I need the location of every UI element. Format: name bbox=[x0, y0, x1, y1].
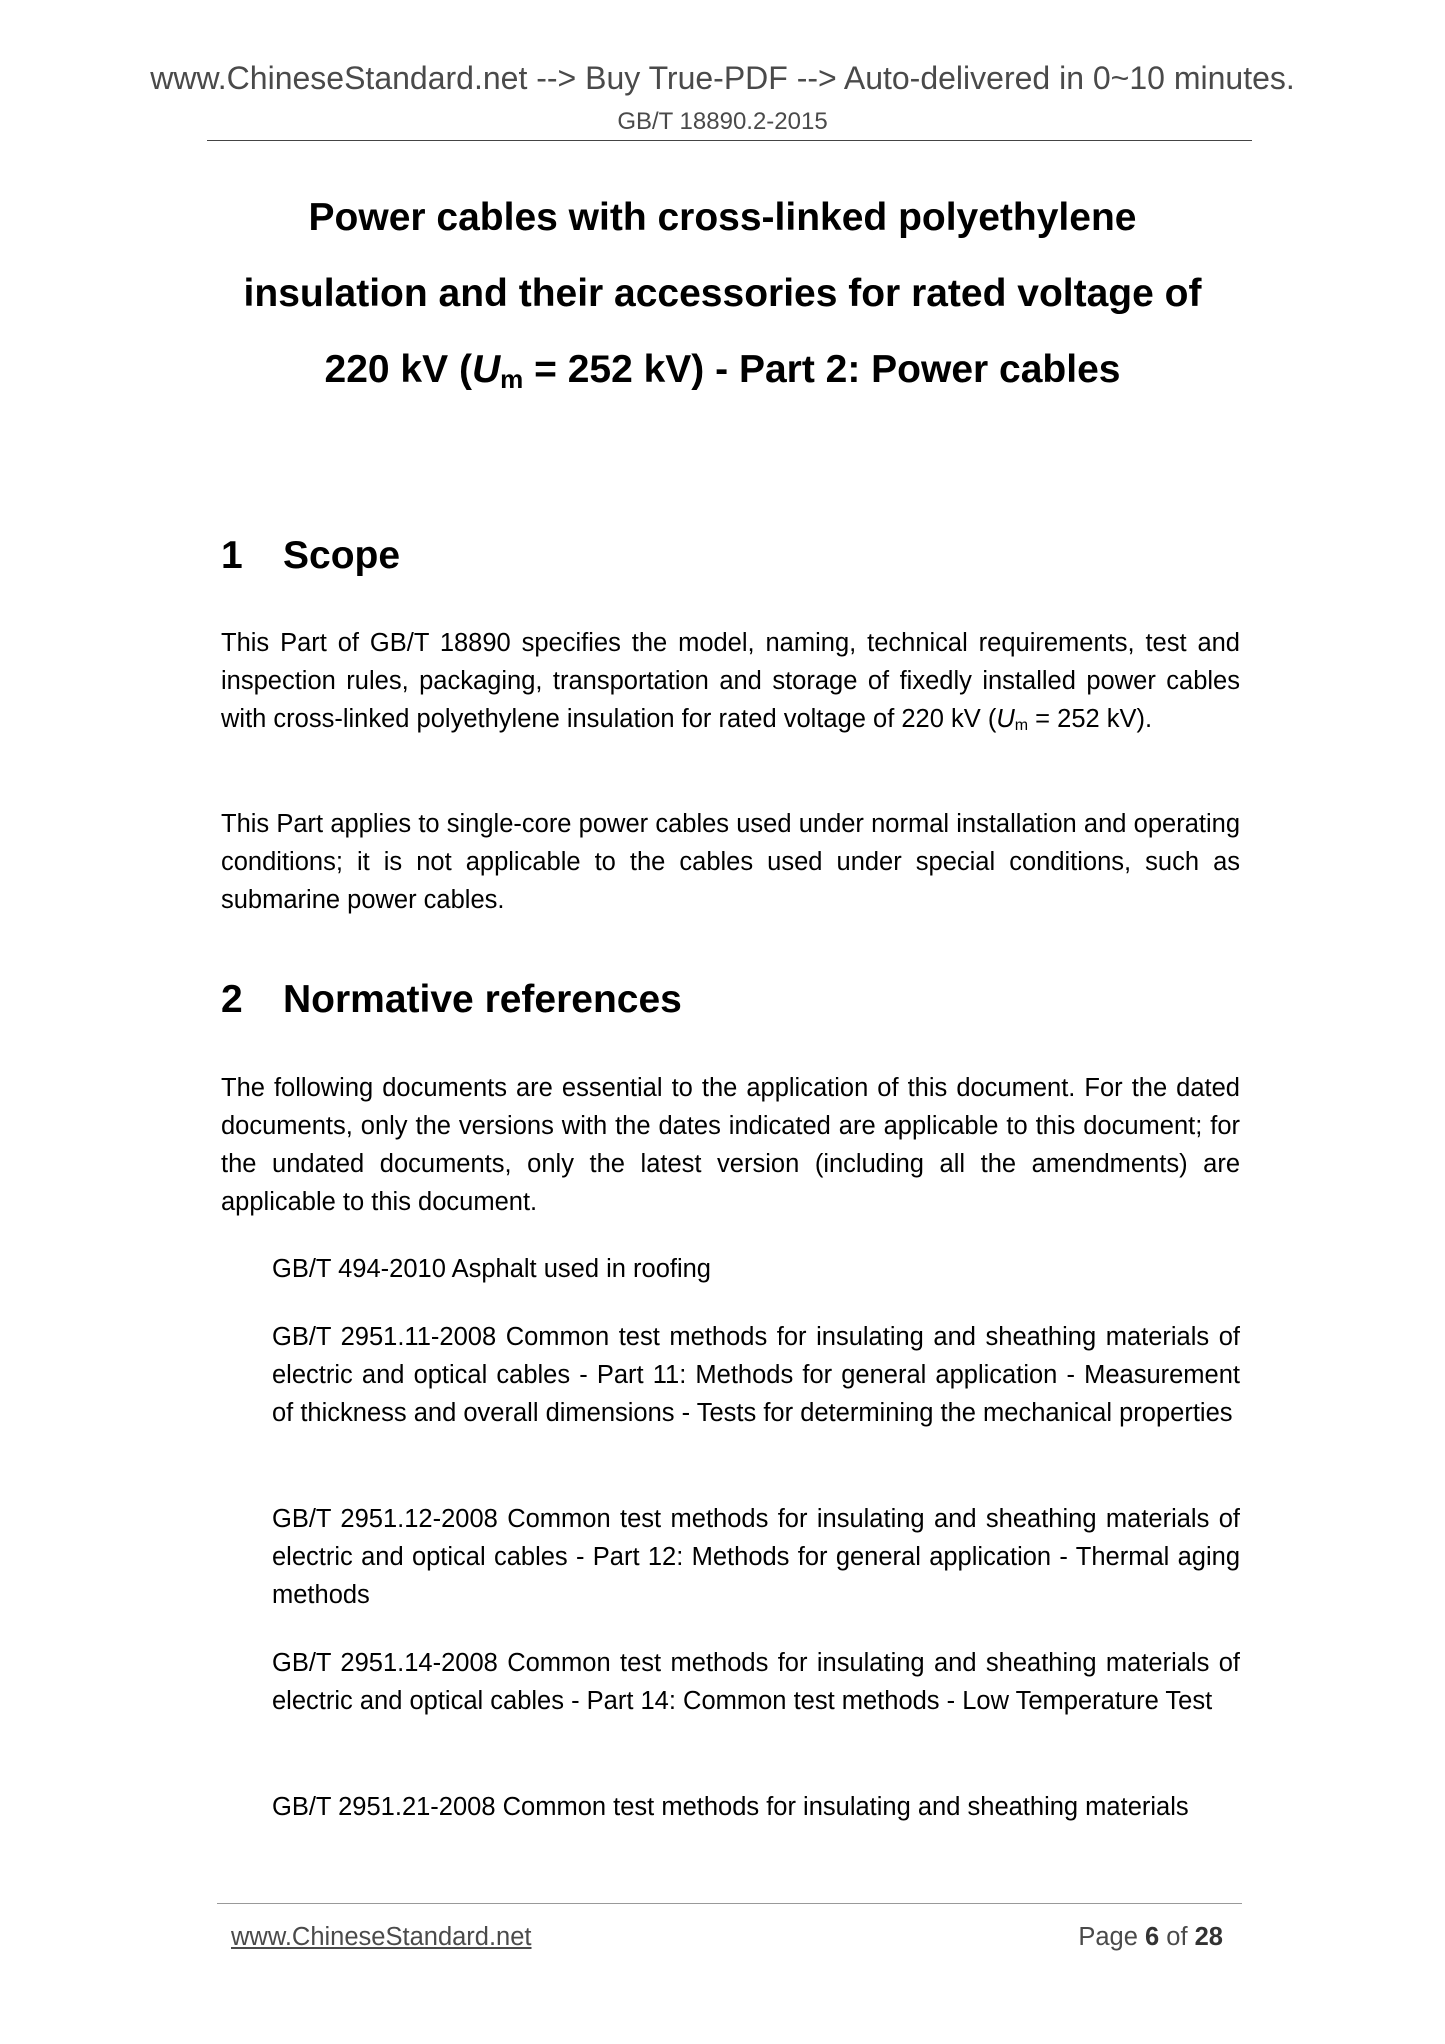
title-um-subscript: m bbox=[500, 364, 524, 394]
reference-text: GB/T 2951.14-2008 Common test methods for insulating and sheathing materials of electric and optical cables - Part 14: Common test methods - Low Temperature Test bbox=[272, 1649, 1240, 1715]
document-title bbox=[220, 180, 1225, 408]
page-number bbox=[1078, 1920, 1223, 1954]
section-1-heading bbox=[221, 532, 400, 580]
page-label: Page bbox=[1078, 1923, 1145, 1951]
reference-text: GB/T 494-2010 Asphalt used in roofing bbox=[272, 1255, 711, 1283]
section-2-number: 2 bbox=[221, 978, 243, 1021]
references-intro bbox=[221, 1069, 1240, 1221]
title-line-3 bbox=[220, 332, 1225, 408]
section-2-title: Normative references bbox=[283, 978, 682, 1021]
standard-code: GB/T 18890.2-2015 bbox=[617, 108, 828, 135]
reference-text: GB/T 2951.21-2008 Common test methods for insulating and sheathing materials bbox=[272, 1793, 1189, 1821]
scope-para-2-text: This Part applies to single-core power cables used under normal installation and operating conditions; it is not applicable to the cables used under special conditions, such as submarine power cables. bbox=[221, 810, 1240, 914]
scope-paragraph-1 bbox=[221, 624, 1240, 738]
references-intro-text: The following documents are essential to the application of this document. For the dated documents, only the versions with the dates indicated are applicable to this document; for the undated documents, only the latest version (including all the amendments) are applicable to this document. bbox=[221, 1074, 1240, 1216]
page-current: 6 bbox=[1145, 1923, 1160, 1951]
scope-um-subscript: m bbox=[1014, 717, 1029, 734]
reference-text: GB/T 2951.12-2008 Common test methods for insulating and sheathing materials of electric and optical cables - Part 12: Methods for general application - Thermal aging methods bbox=[272, 1505, 1240, 1609]
scope-um-variable: U bbox=[996, 705, 1015, 733]
reference-item bbox=[272, 1318, 1240, 1432]
title-line-2: insulation and their accessories for rated voltage of bbox=[243, 272, 1202, 315]
section-1-number: 1 bbox=[221, 534, 243, 577]
title-um-variable: U bbox=[471, 348, 501, 391]
reference-item bbox=[272, 1250, 1240, 1288]
page-total: 28 bbox=[1194, 1923, 1223, 1951]
scope-para-1-end: = 252 kV). bbox=[1028, 705, 1153, 733]
footer-divider bbox=[217, 1903, 1242, 1904]
title-line-1: Power cables with cross-linked polyethylene bbox=[308, 196, 1137, 239]
page-of-label: of bbox=[1159, 1923, 1195, 1951]
scope-paragraph-2 bbox=[221, 805, 1240, 919]
footer-website-link[interactable]: www.ChineseStandard.net bbox=[231, 1923, 532, 1951]
reference-item bbox=[272, 1500, 1240, 1614]
header-divider bbox=[207, 140, 1252, 141]
title-line-3-post: = 252 kV) - Part 2: Power cables bbox=[523, 348, 1121, 391]
title-line-3-pre: 220 kV ( bbox=[324, 348, 472, 391]
header-banner: www.ChineseStandard.net --> Buy True-PDF --> Auto-delivered in 0~10 minutes. bbox=[150, 60, 1295, 96]
reference-text: GB/T 2951.11-2008 Common test methods for insulating and sheathing materials of electric and optical cables - Part 11: Methods for general application - Measurement of thickness and overall dimensions - Tests for determining the mechanical properties bbox=[272, 1323, 1240, 1427]
scope-para-1-text: This Part of GB/T 18890 specifies the model, naming, technical requirements, test and inspection rules, packaging, transportation and storage of fixedly installed power cables with cross-linked polyethylene insulation for rated voltage of 220 kV ( bbox=[221, 629, 1240, 733]
section-2-heading bbox=[221, 976, 682, 1024]
reference-item bbox=[272, 1788, 1240, 1826]
reference-item bbox=[272, 1644, 1240, 1720]
section-1-title: Scope bbox=[283, 534, 401, 577]
